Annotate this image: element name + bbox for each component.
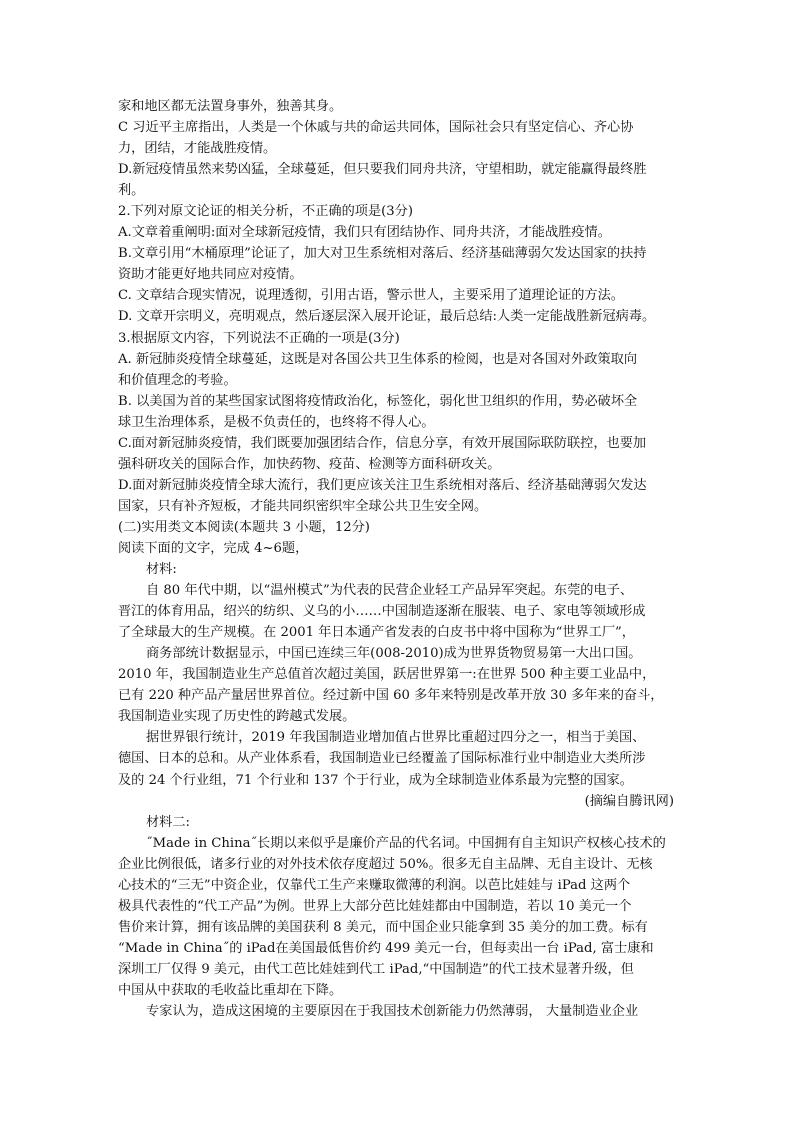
text-line: 力，团结，才能战胜疫情。 bbox=[118, 141, 277, 157]
text-line: 心技术的“三无”中资企业，仅靠代工生产来赚取微薄的利润。以芭比娃娃与 iPad 这两个 bbox=[118, 877, 631, 893]
text-line: 据世界银行统计，2019 年我国制造业增加值占世界比重超过四分之一，相当于美国、 bbox=[146, 730, 646, 746]
text-line: 商务部统计数据显示，中国已连续三年(008-2010)成为世界货物贸易第一大出口国。 bbox=[146, 646, 642, 662]
text-line: 强科研攻关的国际合作，加快药物、疫苗、检测等方面科研攻关。 bbox=[118, 456, 501, 472]
text-line: 售价来计算，拥有该品牌的美国获利 8 美元，而中国企业只能拿到 35 美分的加工费。标有 bbox=[118, 919, 648, 935]
text-line: 球卫生治理体系，是极不负责任的，也终将不得人心。 bbox=[118, 414, 435, 430]
text-line: 我国制造业实现了历史性的跨越式发展。 bbox=[118, 709, 356, 725]
text-line: B. 以美国为首的某些国家试图将疫情政治化，标签化，弱化世卫组织的作用，势必破坏全 bbox=[118, 393, 638, 409]
text-line: A.文章着重阐明:面对全球新冠疫情，我们只有团结协作、同舟共济，才能战胜疫情。 bbox=[118, 225, 611, 241]
text-line: 2010 年，我国制造业生产总值首次超过美国，跃居世界第一:在世界 500 种主要工业品中， bbox=[118, 667, 656, 683]
text-line: B.文章引用“木桶原理”论证了，加大对卫生系统相对落后、经济基础薄弱欠发达国家的扶持 bbox=[118, 246, 647, 262]
text-line: 极具代表性的“代工产品”为例。世界上大部分芭比娃娃都由中国制造，若以 10 美元一个 bbox=[118, 898, 632, 914]
text-line: C 习近平主席指出，人类是一个休戚与共的命运共同体，国际社会只有坚定信心、齐心协 bbox=[118, 120, 634, 136]
text-line: 资助才能更好地共同应对疫情。 bbox=[118, 267, 303, 283]
text-line: 及的 24 个行业组，71 个行业和 137 个于行业，成为全球制造业体系最为完整的国家。 bbox=[118, 772, 633, 788]
text-line: “Made in China˝的 iPad在美国最低售价约 499 美元一台，但每卖出一台 iPad, 富士康和 bbox=[118, 940, 654, 956]
text-line: 晋江的体育用品，绍兴的纺织、义乌的小……中国制造逐渐在服装、电子、家电等领域形成 bbox=[118, 604, 646, 620]
text-line: 德国、日本的总和。从产业体系看，我国制造业已经覆盖了国际标准行业中制造业大类所涉 bbox=[118, 751, 646, 767]
text-line: C.面对新冠肺炎疫情，我们既要加强团结合作，信息分享，有效开展国际联防联控，也要加 bbox=[118, 435, 647, 451]
text-line: 企业比例很低，诸多行业的对外技术依存度超过 50%。很多无自主品牌、无自主设计、无核 bbox=[118, 856, 653, 872]
text-line: A. 新冠肺炎疫情全球蔓延，这既是对各国公共卫生体系的检阅，也是对各国对外政策取向 bbox=[118, 351, 638, 367]
text-line: 2.下列对原文论证的相关分析，不正确的项是(3分) bbox=[118, 204, 414, 220]
text-line: (二)实用类文本阅读(本题共 3 小题，12分) bbox=[118, 519, 370, 535]
text-line: D.新冠疫情虽然来势凶猛，全球蔓延，但只要我们同舟共济，守望相助，就定能赢得最终胜 bbox=[118, 162, 647, 178]
text-line: 国家，只有补齐短板，才能共同织密织牢全球公共卫生安全网。 bbox=[118, 498, 488, 514]
text-line: C. 文章结合现实情况，说理透彻，引用古语，警示世人，主要采用了道理论证的方法。 bbox=[118, 288, 624, 304]
text-line: (摘编自腾讯网) bbox=[584, 793, 674, 809]
text-line: 深圳工厂仅得 9 美元，由代工芭比娃娃到代工 iPad,“中国制造”的代工技术显著升级，但 bbox=[118, 961, 634, 977]
text-line: 家和地区都无法置身事外，独善其身。 bbox=[118, 99, 343, 114]
text-line: D. 文章开宗明义，亮明观点，然后逐层深入展开论证，最后总结:人类一定能战胜新冠病毒。 bbox=[118, 309, 656, 325]
text-line: 阅读下面的文字，完成 4~6题， bbox=[118, 540, 309, 556]
text-line: 自 80 年代中期，以“温州模式”为代表的民营企业轻工产品异军突起。东莞的电子、 bbox=[146, 583, 634, 599]
text-line: 了全球最大的生产规模。在 2001 年日本通产省发表的白皮书中将中国称为“世界工厂”， bbox=[118, 625, 635, 641]
text-line: 利。 bbox=[118, 183, 145, 199]
document-page bbox=[118, 96, 678, 1022]
text-line: 和价值理念的考验。 bbox=[118, 372, 237, 388]
text-line: ˝Made in China˝长期以来似乎是廉价产品的代名词。中国拥有自主知识产权核心技术的 bbox=[146, 835, 666, 851]
text-line: D.面对新冠肺炎疫情全球大流行，我们更应该关注卫生系统相对落后、经济基础薄弱欠发达 bbox=[118, 477, 647, 493]
text-line: 中国从中获取的毛收益比重却在下降。 bbox=[118, 982, 343, 998]
text-line: 已有 220 种产品产量居世界首位。经过新中国 60 多年来特别是改革开放 30 多年来的奋斗， bbox=[118, 688, 664, 704]
text-line: 3.根据原文内容，下列说法不正确的一项是(3分) bbox=[118, 330, 400, 346]
text-line: 材料: bbox=[146, 562, 177, 578]
text-line: 材料二: bbox=[146, 814, 191, 830]
text-line: 专家认为，造成这困境的主要原因在于我国技术创新能力仍然薄弱， 大量制造业企业 bbox=[146, 1004, 639, 1020]
